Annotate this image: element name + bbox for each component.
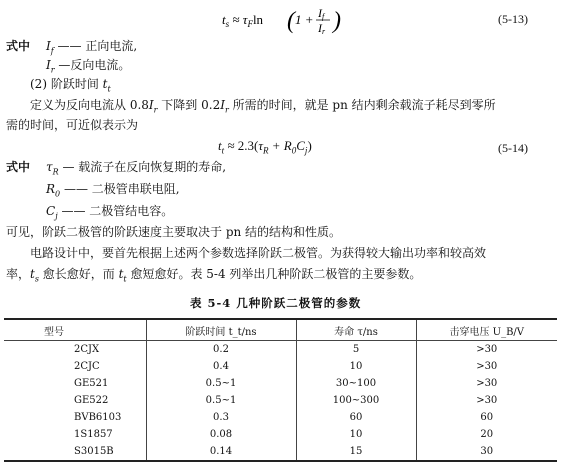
cell-step-time: 0.2 [146,341,296,359]
table-row [4,358,557,375]
cell-lifetime: 10 [296,426,416,443]
definition-carrier-lifetime: $\tau_R$ — 载流子在反向恢复期的寿命, [46,160,227,177]
table-row [4,443,557,461]
cell-model: 2CJC [4,358,146,375]
definition-forward-current: $I_f$ —— 正向电流, [46,39,138,56]
section-heading: (2) 阶跃时间 $t_t$ [30,77,111,94]
cell-step-time: 0.4 [146,358,296,375]
cell-model: S3015B [4,443,146,461]
cell-lifetime: 5 [296,341,416,359]
cell-step-time: 0.3 [146,409,296,426]
cell-lifetime: 15 [296,443,416,461]
header-lifetime: 寿命 τ/ns [296,319,416,341]
cell-model: 2CJX [4,341,146,359]
where-label: 式中 [6,160,31,174]
svg-text:ts ≈ τFln: $t_s \approx \tau_F\ln$ [222,12,264,29]
cell-step-time: 0.14 [146,443,296,461]
diode-parameters-table [4,318,557,462]
cell-breakdown-voltage: >30 [476,361,498,372]
equation-5-13-rendering [222,6,347,36]
cell-breakdown-voltage: >30 [476,378,498,389]
equation-5-14: $t_t \approx 2.3(\tau_R + R_0C_j)$ [218,138,312,156]
svg-text:): ) [333,8,341,34]
svg-text:1 +: 1 + [295,12,314,27]
definition-series-resistance: $R_0$ —— 二极管串联电阻, [46,182,180,199]
header-breakdown-voltage: 击穿电压 U_B/V [449,326,525,338]
svg-text:Ir: Ir [318,21,326,36]
definition-line-1: 定义为反向电流从 $0.8I_r$ 下降到 $0.2I_r$ 所需的时间，就是 pn 结内剩余载流子耗尽到零所 [30,98,496,115]
table-caption: 表 5-4 几种阶跃二极管的参数 [190,296,362,310]
table-row [4,426,557,443]
cell-lifetime: 100~300 [296,392,416,409]
cell-breakdown-voltage: >30 [476,344,498,355]
cell-breakdown-voltage: 20 [480,429,494,440]
cell-breakdown-voltage: 60 [480,412,494,423]
cell-lifetime: 30~100 [296,375,416,392]
cell-model: GE521 [4,375,146,392]
cell-model: 1S1857 [4,426,146,443]
header-model: 型号 [4,319,146,341]
table-row [4,409,557,426]
definition-junction-capacitance: $C_j$ —— 二极管结电容。 [46,204,174,221]
definition-reverse-current: $I_r$ —反向电流。 [46,58,131,75]
header-step-time: 阶跃时间 t_t/ns [146,319,296,341]
table-row [4,392,557,409]
table-row [4,341,557,359]
design-line-2: 率，$t_s$ 愈长愈好，而 $t_t$ 愈短愈好。表 5-4 列举出几种阶跃二极管的主要参数。 [6,267,422,284]
cell-model: GE522 [4,392,146,409]
cell-step-time: 0.5~1 [146,375,296,392]
where-label: 式中 [6,39,31,53]
conclusion-text: 可见，阶跃二极管的阶跃速度主要取决于 pn 结的结构和性质。 [6,225,342,239]
cell-lifetime: 10 [296,358,416,375]
equation-number: (5-14) [498,141,528,155]
svg-text:If: If [318,6,325,21]
equation-5-13 [222,6,347,40]
cell-step-time: 0.08 [146,426,296,443]
cell-breakdown-voltage: 30 [416,443,557,461]
table-header-row [4,319,557,341]
table-row [4,375,557,392]
cell-lifetime: 60 [296,409,416,426]
design-line-1: 电路设计中，要首先根据上述两个参数选择阶跃二极管。为获得较大输出功率和较高效 [30,246,487,260]
cell-breakdown-voltage: >30 [476,395,498,406]
equation-number: (5-13) [498,12,528,26]
cell-step-time: 0.5~1 [146,392,296,409]
svg-text:(: ( [287,8,295,34]
definition-line-2: 需的时间，可近似表示为 [6,118,139,132]
cell-model: BVB6103 [4,409,146,426]
